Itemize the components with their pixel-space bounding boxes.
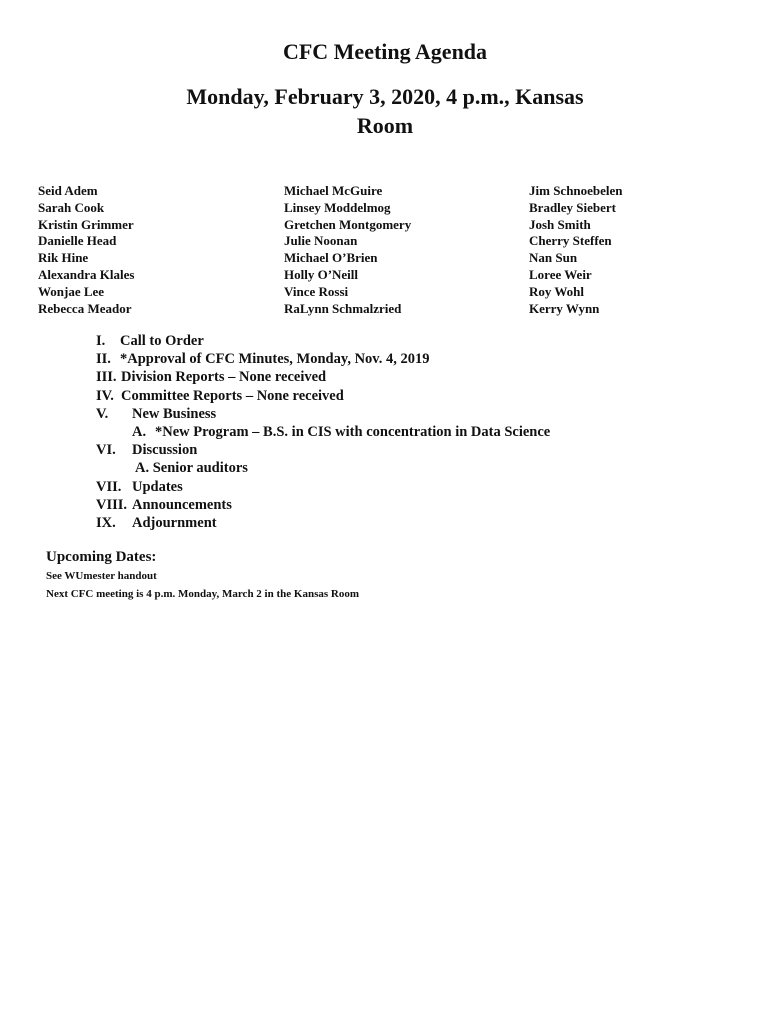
agenda-item-number: VIII.	[96, 496, 128, 513]
attendee-name: Michael O’Brien	[284, 250, 378, 266]
attendee-name: Holly O’Neill	[284, 266, 359, 282]
agenda-item	[96, 496, 736, 514]
agenda-item-number: IV.	[96, 387, 114, 404]
agenda-item-text: Updates	[132, 478, 183, 495]
agenda-item-text: Call to Order	[120, 333, 204, 349]
meeting-date-line-2: Room	[356, 113, 414, 138]
attendee-column-1	[38, 183, 134, 317]
attendee-name: Danielle Head	[38, 233, 117, 249]
agenda-item-text: Division Reports – None received	[121, 369, 327, 386]
agenda-item	[96, 441, 736, 459]
attendee-name: Rebecca Meador	[38, 300, 132, 316]
attendee-name: Nan Sun	[529, 250, 578, 266]
agenda-item-number: II.	[96, 351, 111, 368]
agenda-item-number: IX.	[96, 514, 116, 531]
attendee-name: Michael McGuire	[284, 183, 383, 198]
agenda-sub-item-text: A. Senior auditors	[135, 460, 248, 477]
attendee-name: Vince Rossi	[284, 283, 349, 299]
attendee-name: Julie Noonan	[284, 233, 358, 249]
attendee-name: Rik Hine	[38, 250, 89, 266]
attendee-name: Kristin Grimmer	[38, 216, 134, 232]
attendee-name: Sarah Cook	[38, 199, 105, 215]
attendee-name: Bradley Siebert	[529, 199, 617, 215]
agenda-item	[96, 332, 736, 350]
agenda-item-text: Discussion	[132, 442, 198, 459]
attendee-name: Wonjae Lee	[38, 283, 105, 299]
agenda-item-text: Committee Reports – None received	[121, 387, 344, 404]
agenda-item	[96, 514, 736, 532]
upcoming-dates-line: See WUmester handout	[46, 570, 157, 582]
attendee-name: Linsey Moddelmog	[284, 199, 391, 215]
agenda-item	[96, 405, 736, 423]
attendee-column-3	[529, 183, 623, 317]
attendee-name: Loree Weir	[529, 266, 592, 282]
agenda-item-number: VI.	[96, 442, 116, 459]
attendee-column-2	[284, 183, 411, 317]
attendee-name: Seid Adem	[38, 183, 98, 198]
agenda-item-text: Adjournment	[132, 514, 217, 531]
agenda-item	[96, 387, 736, 405]
attendee-name: Kerry Wynn	[529, 300, 600, 316]
agenda-sub-item-letter: A.	[132, 423, 147, 440]
upcoming-dates-line: Next CFC meeting is 4 p.m. Monday, March 2 in the Kansas Room	[46, 588, 359, 600]
attendee-name: Gretchen Montgomery	[284, 216, 412, 232]
attendee-name: Jim Schnoebelen	[529, 183, 623, 198]
agenda-sub-item	[96, 423, 736, 441]
agenda-item-number: V.	[96, 405, 109, 422]
agenda-item-number: VII.	[96, 478, 122, 495]
page-title: CFC Meeting Agenda	[282, 39, 488, 64]
agenda-item	[96, 478, 736, 496]
attendee-name: Cherry Steffen	[529, 233, 612, 249]
agenda-item-number: III.	[96, 369, 117, 386]
agenda-item-number: I.	[96, 333, 106, 349]
attendee-name: Alexandra Klales	[38, 266, 135, 282]
agenda-item	[96, 368, 736, 386]
agenda-sub-item-text: *New Program – B.S. in CIS with concentration in Data Science	[155, 423, 551, 440]
attendee-name: Roy Wohl	[529, 283, 585, 299]
meeting-date-line-1: Monday, February 3, 2020, 4 p.m., Kansas	[186, 84, 584, 109]
attendee-name: Josh Smith	[529, 216, 591, 232]
agenda-item	[96, 350, 736, 368]
agenda-item-text: New Business	[132, 405, 217, 422]
agenda-item-text: *Approval of CFC Minutes, Monday, Nov. 4, 2019	[120, 351, 430, 368]
agenda-sub-item	[96, 459, 736, 477]
agenda-list	[96, 332, 736, 532]
attendee-name: RaLynn Schmalzried	[284, 300, 402, 316]
agenda-item-text: Announcements	[132, 496, 232, 513]
upcoming-dates-heading: Upcoming Dates:	[46, 549, 157, 565]
